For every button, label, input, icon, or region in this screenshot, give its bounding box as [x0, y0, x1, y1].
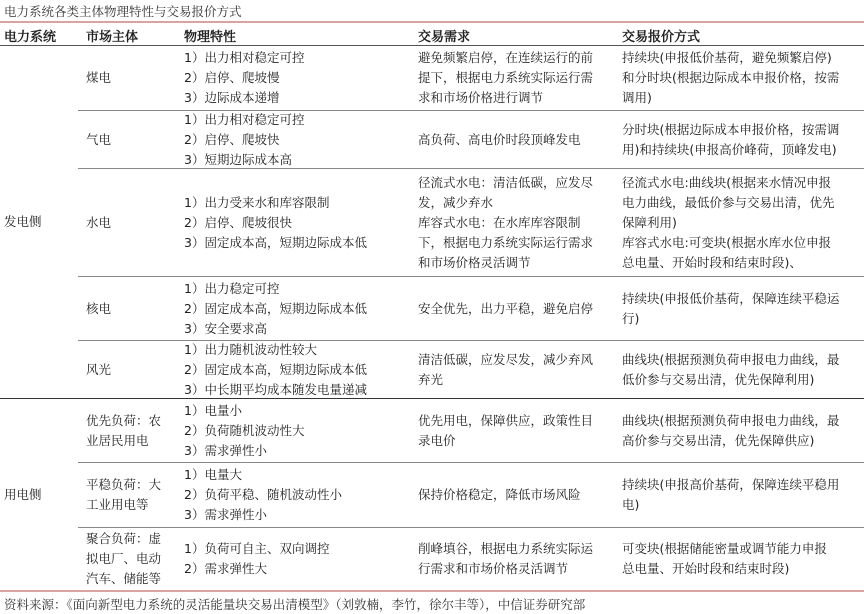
cell-line: 气电 — [86, 131, 112, 147]
group-consumption: 用电侧 — [4, 487, 42, 502]
cell-line: 持续块(申报低价基荷，避免频繁启停) — [622, 50, 832, 65]
cell-line: 3）固定成本高，短期边际成本低 — [184, 234, 367, 250]
cell-line: 1）电量大 — [184, 467, 242, 482]
table-row — [0, 528, 864, 590]
cell-line: 1）负荷可自主、双向调控 — [184, 541, 330, 556]
cell-line: 低价参与交易出清，优先保障利用) — [622, 371, 815, 387]
cell-line: 3）安全要求高 — [184, 320, 267, 336]
quote-cell — [622, 111, 862, 168]
cell-line: 1）出力随机波动性较大 — [184, 341, 317, 357]
cell-line: 聚合负荷：虚 — [86, 531, 162, 546]
cell-line: 核电 — [86, 300, 112, 316]
cell-line: 曲线块(根据预测负荷申报电力曲线，最 — [622, 351, 840, 367]
cell-line: 优先负荷：农 — [86, 412, 162, 428]
cell-line: 持续块(申报低价基荷，保障连续平稳运 — [622, 290, 840, 306]
subject-cell — [86, 528, 181, 590]
cell-line: 2）需求弹性大 — [184, 561, 267, 576]
cell-line: 2）启停、爬坡快 — [184, 131, 280, 147]
demand-cell — [418, 399, 618, 462]
header-subject: 市场主体 — [86, 30, 139, 45]
subject-cell — [86, 399, 181, 462]
cell-line: 1）出力稳定可控 — [184, 280, 280, 296]
cell-line: 曲线块(根据预测负荷申报电力曲线，最 — [622, 412, 840, 428]
demand-cell — [418, 277, 618, 340]
cell-line: 削峰填谷，根据电力系统实际运 — [418, 541, 594, 556]
quote-cell — [622, 277, 862, 340]
cell-line: 1）电量小 — [184, 402, 242, 418]
cell-line: 2）固定成本高，短期边际成本低 — [184, 361, 367, 377]
cell-line: 风光 — [86, 361, 112, 377]
cell-line: 3）短期边际成本高 — [184, 151, 292, 167]
cell-line: 和市场价格灵活调节 — [418, 254, 531, 270]
quote-cell — [622, 528, 862, 590]
cell-line: 总电量、开始时段和结束时段)、 — [622, 254, 802, 270]
cell-line: 2）负荷平稳、随机波动性小 — [184, 487, 342, 502]
table-header — [0, 22, 864, 45]
cell-line: 3）需求弹性小 — [184, 442, 267, 458]
physical-cell — [184, 463, 414, 527]
cell-line: 弃光 — [418, 371, 444, 387]
subject-cell — [86, 341, 181, 398]
demand-cell — [418, 46, 618, 110]
quote-cell — [622, 341, 862, 398]
cell-line: 电) — [622, 497, 640, 512]
subject-cell — [86, 277, 181, 340]
demand-cell — [418, 341, 618, 398]
header-physical: 物理特性 — [184, 30, 237, 45]
cell-line: 1）出力受来水和库容限制 — [184, 194, 330, 210]
cell-line: 3）中长期平均成本随发电量递减 — [184, 381, 367, 397]
cell-line: 清洁低碳，应发尽发，减少弃风 — [418, 351, 594, 367]
cell-line: 煤电 — [86, 70, 112, 85]
cell-line: 用)和持续块(申报高价峰荷，顶峰发电) — [622, 141, 837, 157]
cell-line: 录电价 — [418, 432, 456, 448]
cell-line: 2）启停、爬坡很快 — [184, 214, 292, 230]
cell-line: 3）边际成本递增 — [184, 90, 280, 105]
cell-line: 2）负荷随机波动性大 — [184, 422, 305, 438]
cell-line: 分时块(根据边际成本申报价格，按需调 — [622, 121, 840, 137]
subject-cell — [86, 46, 181, 110]
table-row — [0, 341, 864, 398]
physical-cell — [184, 169, 414, 276]
subject-cell — [86, 463, 181, 527]
cell-line: 保障利用) — [622, 214, 677, 230]
cell-line: 持续块(申报高价基荷，保障连续平稳用 — [622, 477, 840, 492]
cell-line: 库容式水电:可变块(根据水库水位申报 — [622, 234, 832, 250]
cell-line: 1）出力相对稳定可控 — [184, 50, 305, 65]
cell-line: 发，减少弃水 — [418, 194, 494, 210]
table-row — [0, 277, 864, 340]
cell-line: 拟电厂、电动 — [86, 551, 162, 566]
cell-line: 2）固定成本高，短期边际成本低 — [184, 300, 367, 316]
header-demand: 交易需求 — [418, 30, 471, 45]
cell-line: 调用) — [622, 90, 652, 105]
quote-cell — [622, 463, 862, 527]
table-row — [0, 399, 864, 462]
cell-line: 提下，根据电力系统实际运行需 — [418, 70, 594, 85]
cell-line: 行) — [622, 310, 640, 326]
cell-line: 避免频繁启停，在连续运行的前 — [418, 50, 594, 65]
physical-cell — [184, 528, 414, 590]
cell-line: 保持价格稳定，降低市场风险 — [418, 487, 581, 502]
cell-line: 可变块(根据储能密量或调节能力申报 — [622, 541, 827, 556]
cell-line: 3）需求弹性小 — [184, 507, 267, 522]
cell-line: 1）出力相对稳定可控 — [184, 111, 305, 127]
demand-cell — [418, 528, 618, 590]
table-title: 电力系统各类主体物理特性与交易报价方式 — [4, 4, 242, 19]
bottom-rule — [0, 590, 864, 592]
physical-cell — [184, 111, 414, 168]
header-quote: 交易报价方式 — [622, 30, 701, 45]
cell-line: 下，根据电力系统实际运行需求 — [418, 234, 594, 250]
physical-cell — [184, 277, 414, 340]
cell-line: 和分时块(根据边际成本申报价格，按需 — [622, 70, 840, 85]
table-row — [0, 463, 864, 527]
cell-line: 高负荷、高电价时段顶峰发电 — [418, 131, 581, 147]
cell-line: 汽车、储能等 — [86, 571, 162, 586]
table-row — [0, 169, 864, 276]
demand-cell — [418, 463, 618, 527]
header-system: 电力系统 — [4, 30, 57, 45]
physical-cell — [184, 46, 414, 110]
cell-line: 优先用电，保障供应，政策性目 — [418, 412, 594, 428]
cell-line: 高价参与交易出清，优先保障供应) — [622, 432, 815, 448]
cell-line: 库容式水电：在水库库容限制 — [418, 214, 581, 230]
cell-line: 水电 — [86, 214, 112, 230]
table-row — [0, 111, 864, 168]
physical-cell — [184, 341, 414, 398]
demand-cell — [418, 111, 618, 168]
table-row — [0, 46, 864, 110]
subject-cell — [86, 169, 181, 276]
cell-line: 总电量、开始时段和结束时段) — [622, 561, 790, 576]
cell-line: 径流式水电:曲线块(根据来水情况申报 — [622, 174, 832, 190]
quote-cell — [622, 46, 862, 110]
physical-cell — [184, 399, 414, 462]
cell-line: 求和市场价格进行调节 — [418, 90, 544, 105]
cell-line: 安全优先，出力平稳，避免启停 — [418, 300, 594, 316]
cell-line: 2）启停、爬坡慢 — [184, 70, 280, 85]
cell-line: 行需求和市场价格灵活调节 — [418, 561, 569, 576]
cell-line: 业居民用电 — [86, 432, 149, 448]
cell-line: 工业用电等 — [86, 497, 149, 512]
subject-cell — [86, 111, 181, 168]
source-note: 资料来源：《面向新型电力系统的灵活能量块交易出清模型》（刘敦楠，李竹，徐尔丰等），中信证券研究部 — [4, 597, 586, 612]
demand-cell — [418, 169, 618, 276]
group-generation: 发电侧 — [4, 214, 42, 229]
cell-line: 径流式水电：清洁低碳，应发尽 — [418, 174, 594, 190]
cell-line: 电力曲线，最低价参与交易出清，优先 — [622, 194, 835, 210]
quote-cell — [622, 399, 862, 462]
cell-line: 平稳负荷：大 — [86, 477, 162, 492]
quote-cell — [622, 169, 862, 276]
